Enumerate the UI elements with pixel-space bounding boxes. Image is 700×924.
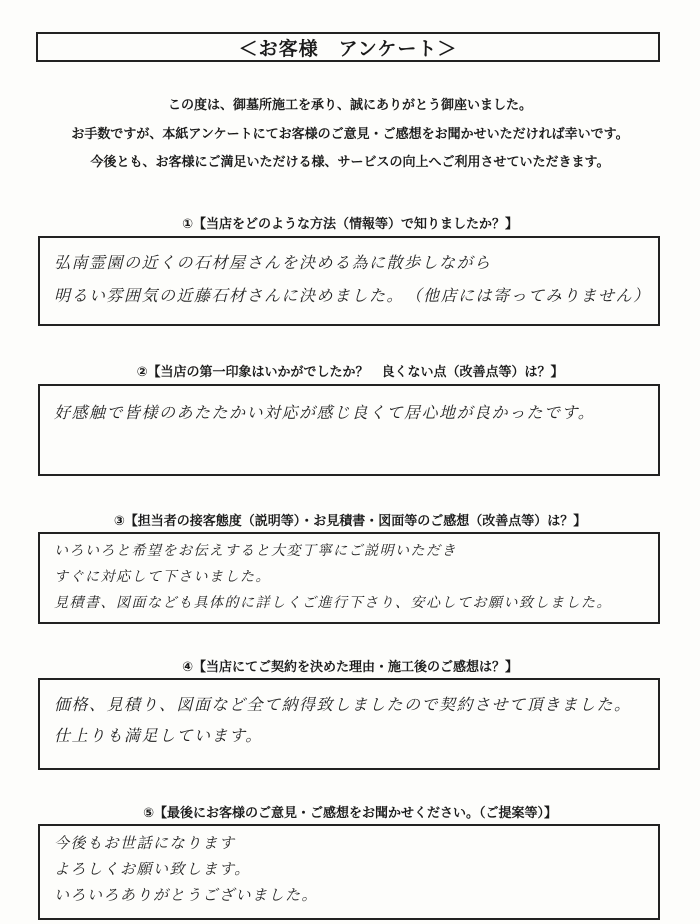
answer-2-line-1: 好感触で皆様のあたたかい対応が感じ良くて居心地が良かったです。	[54, 403, 596, 422]
answer-4-line-2: 仕上りも満足しています。	[54, 726, 263, 745]
question-5-heading: ⑤【最後にお客様のご意見・ご感想をお聞かせください。（ご提案等）】	[142, 806, 557, 821]
answer-3-line-3: 見積書、図面なども具体的に詳しくご進行下さり、安心してお願い致しました。	[54, 595, 612, 611]
answer-1-box	[38, 236, 660, 326]
intro-line-1: この度は、御墓所施工を承り、誠にありがとう御座いました。	[167, 98, 532, 113]
question-3-heading: ③【担当者の接客態度（説明等）・お見積書・図面等のご感想（改善点等）は？】	[113, 514, 587, 529]
answer-1-line-2: 明るい雰囲気の近藤石材さんに決めました。 （他店には寄ってみりません）	[54, 286, 651, 305]
answer-1-line-1: 弘南霊園の近くの石材屋さんを決める為に散歩しながら	[54, 253, 492, 272]
answer-5-box	[38, 824, 660, 920]
answer-4-box	[38, 678, 660, 770]
answer-3-box	[38, 532, 660, 624]
survey-title: ＜お客様 アンケート＞	[36, 32, 660, 62]
answer-3-line-1: いろいろと希望をお伝えすると大変丁寧にご説明いただき	[54, 543, 457, 559]
intro-line-2: お手数ですが、本紙アンケートにてお客様のご意見・ご感想をお聞かせいただければ幸いです。	[71, 127, 629, 142]
answer-5-line-3: いろいろありがとうございました。	[54, 886, 319, 904]
question-1-heading: ①【当店をどのような方法（情報等）で知りましたか？】	[181, 217, 518, 232]
answer-4-line-1: 価格、見積り、図面など全て納得致しましたので契約させて頂きました。	[54, 695, 632, 714]
answer-3-line-2: すぐに対応して下さいました。	[54, 569, 271, 585]
question-4-heading: ④【当店にてご契約を決めた理由・施工後のご感想は？】	[181, 660, 518, 675]
intro-line-3: 今後とも、お客様にご満足いただける様、サービスの向上へご利用させていただきます。	[90, 155, 610, 170]
question-2-heading: ②【当店の第一印象はいかがでしたか？ 良くない点（改善点等）は？】	[136, 365, 564, 380]
answer-5-line-1: 今後もお世話になります	[54, 834, 236, 852]
answer-5-line-2: よろしくお願い致します。	[54, 860, 251, 878]
answer-2-box	[38, 384, 660, 476]
